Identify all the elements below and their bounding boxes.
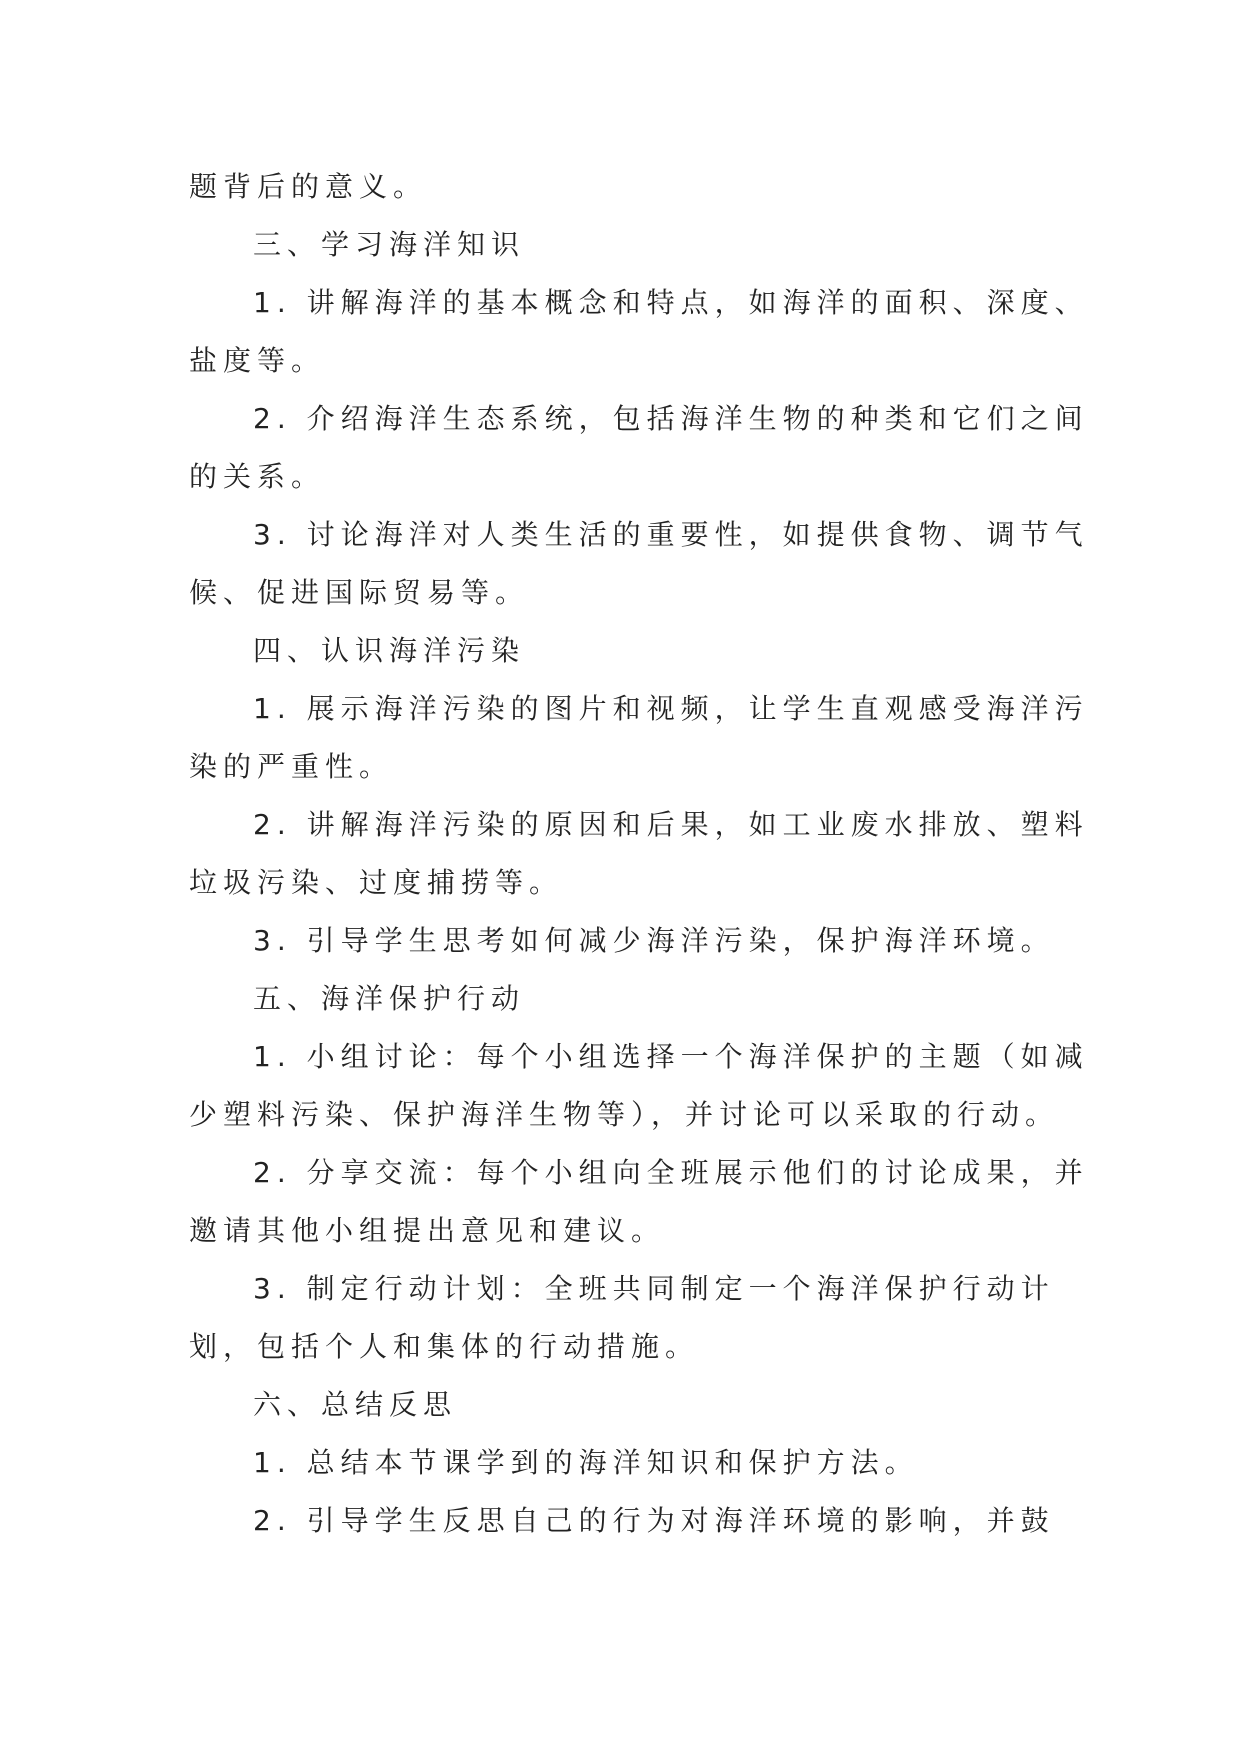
list-item: 1. 讲解海洋的基本概念和特点，如海洋的面积、深度、盐度等。 <box>189 286 1089 377</box>
list-item: 1. 小组讨论：每个小组选择一个海洋保护的主题（如减少塑料污染、保护海洋生物等），并讨论可以采取的行动。 <box>189 1040 1089 1131</box>
list-item: 2. 分享交流：每个小组向全班展示他们的讨论成果，并邀请其他小组提出意见和建议。 <box>189 1156 1089 1247</box>
list-item: 2. 介绍海洋生态系统，包括海洋生物的种类和它们之间的关系。 <box>189 402 1089 493</box>
list-item: 3. 制定行动计划：全班共同制定一个海洋保护行动计划，包括个人和集体的行动措施。 <box>189 1272 1055 1363</box>
section-heading-ocean-protection-action: 五、海洋保护行动 <box>253 982 526 1015</box>
list-item: 2. 讲解海洋污染的原因和后果，如工业废水排放、塑料垃圾污染、过度捕捞等。 <box>189 808 1089 899</box>
paragraph-continuation: 题背后的意义。 <box>189 170 428 203</box>
document-body <box>189 158 1089 1550</box>
section-heading-summary-reflection: 六、总结反思 <box>253 1388 458 1421</box>
list-item: 1. 展示海洋污染的图片和视频，让学生直观感受海洋污染的严重性。 <box>189 692 1089 783</box>
section-heading-learn-ocean-knowledge: 三、学习海洋知识 <box>253 228 526 261</box>
list-item: 3. 引导学生思考如何减少海洋污染，保护海洋环境。 <box>253 924 1055 957</box>
section-heading-ocean-pollution: 四、认识海洋污染 <box>253 634 526 667</box>
list-item: 3. 讨论海洋对人类生活的重要性，如提供食物、调节气候、促进国际贸易等。 <box>189 518 1089 609</box>
list-item: 2. 引导学生反思自己的行为对海洋环境的影响，并鼓 <box>253 1504 1055 1537</box>
list-item: 1. 总结本节课学到的海洋知识和保护方法。 <box>253 1446 919 1479</box>
